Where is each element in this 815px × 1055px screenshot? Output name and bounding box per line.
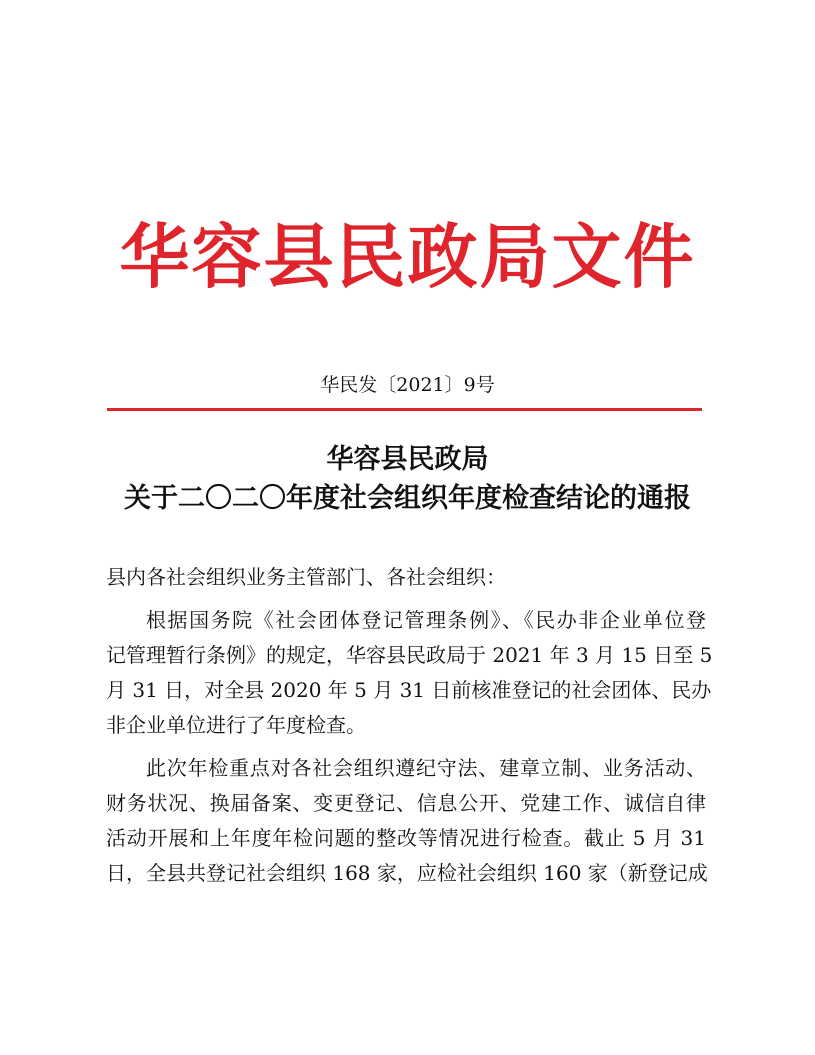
paragraph-inspection — [106, 751, 706, 891]
paragraph-line: 财务状况、换届备案、变更登记、信息公开、党建工作、诚信自律 — [106, 791, 706, 815]
document-masthead: 华容县民政局文件 — [119, 216, 696, 298]
paragraph-regulations — [106, 603, 713, 743]
paragraph-line: 根据国务院《社会团体登记管理条例》、《民办非企业单位登 — [146, 608, 706, 632]
document-body — [106, 560, 713, 899]
paragraph-line: 活动开展和上年度年检问题的整改等情况进行检查。截止 5 月 31 — [106, 826, 706, 850]
document-number: 华民发〔2021〕9号 — [320, 374, 495, 396]
title-issuer: 华容县民政局 — [326, 444, 489, 475]
title-subject: 关于二〇二〇年度社会组织年度检查结论的通报 — [124, 483, 691, 514]
paragraph-line: 此次年检重点对各社会组织遵纪守法、建章立制、业务活动、 — [146, 756, 706, 780]
red-divider-rule — [107, 408, 702, 411]
paragraph-line: 日，全县共登记社会组织 168 家，应检社会组织 160 家（新登记成 — [106, 861, 708, 885]
paragraph-line: 非企业单位进行了年度检查。 — [106, 713, 366, 737]
document-title — [0, 440, 815, 518]
paragraph-line: 记管理暂行条例》的规定，华容县民政局于 2021 年 3 月 15 日至 5 — [106, 643, 713, 667]
salutation: 县内各社会组织业务主管部门、各社会组织： — [106, 565, 506, 589]
paragraph-line: 月 31 日，对全县 2020 年 5 月 31 日前核准登记的社会团体、民办 — [106, 678, 712, 702]
